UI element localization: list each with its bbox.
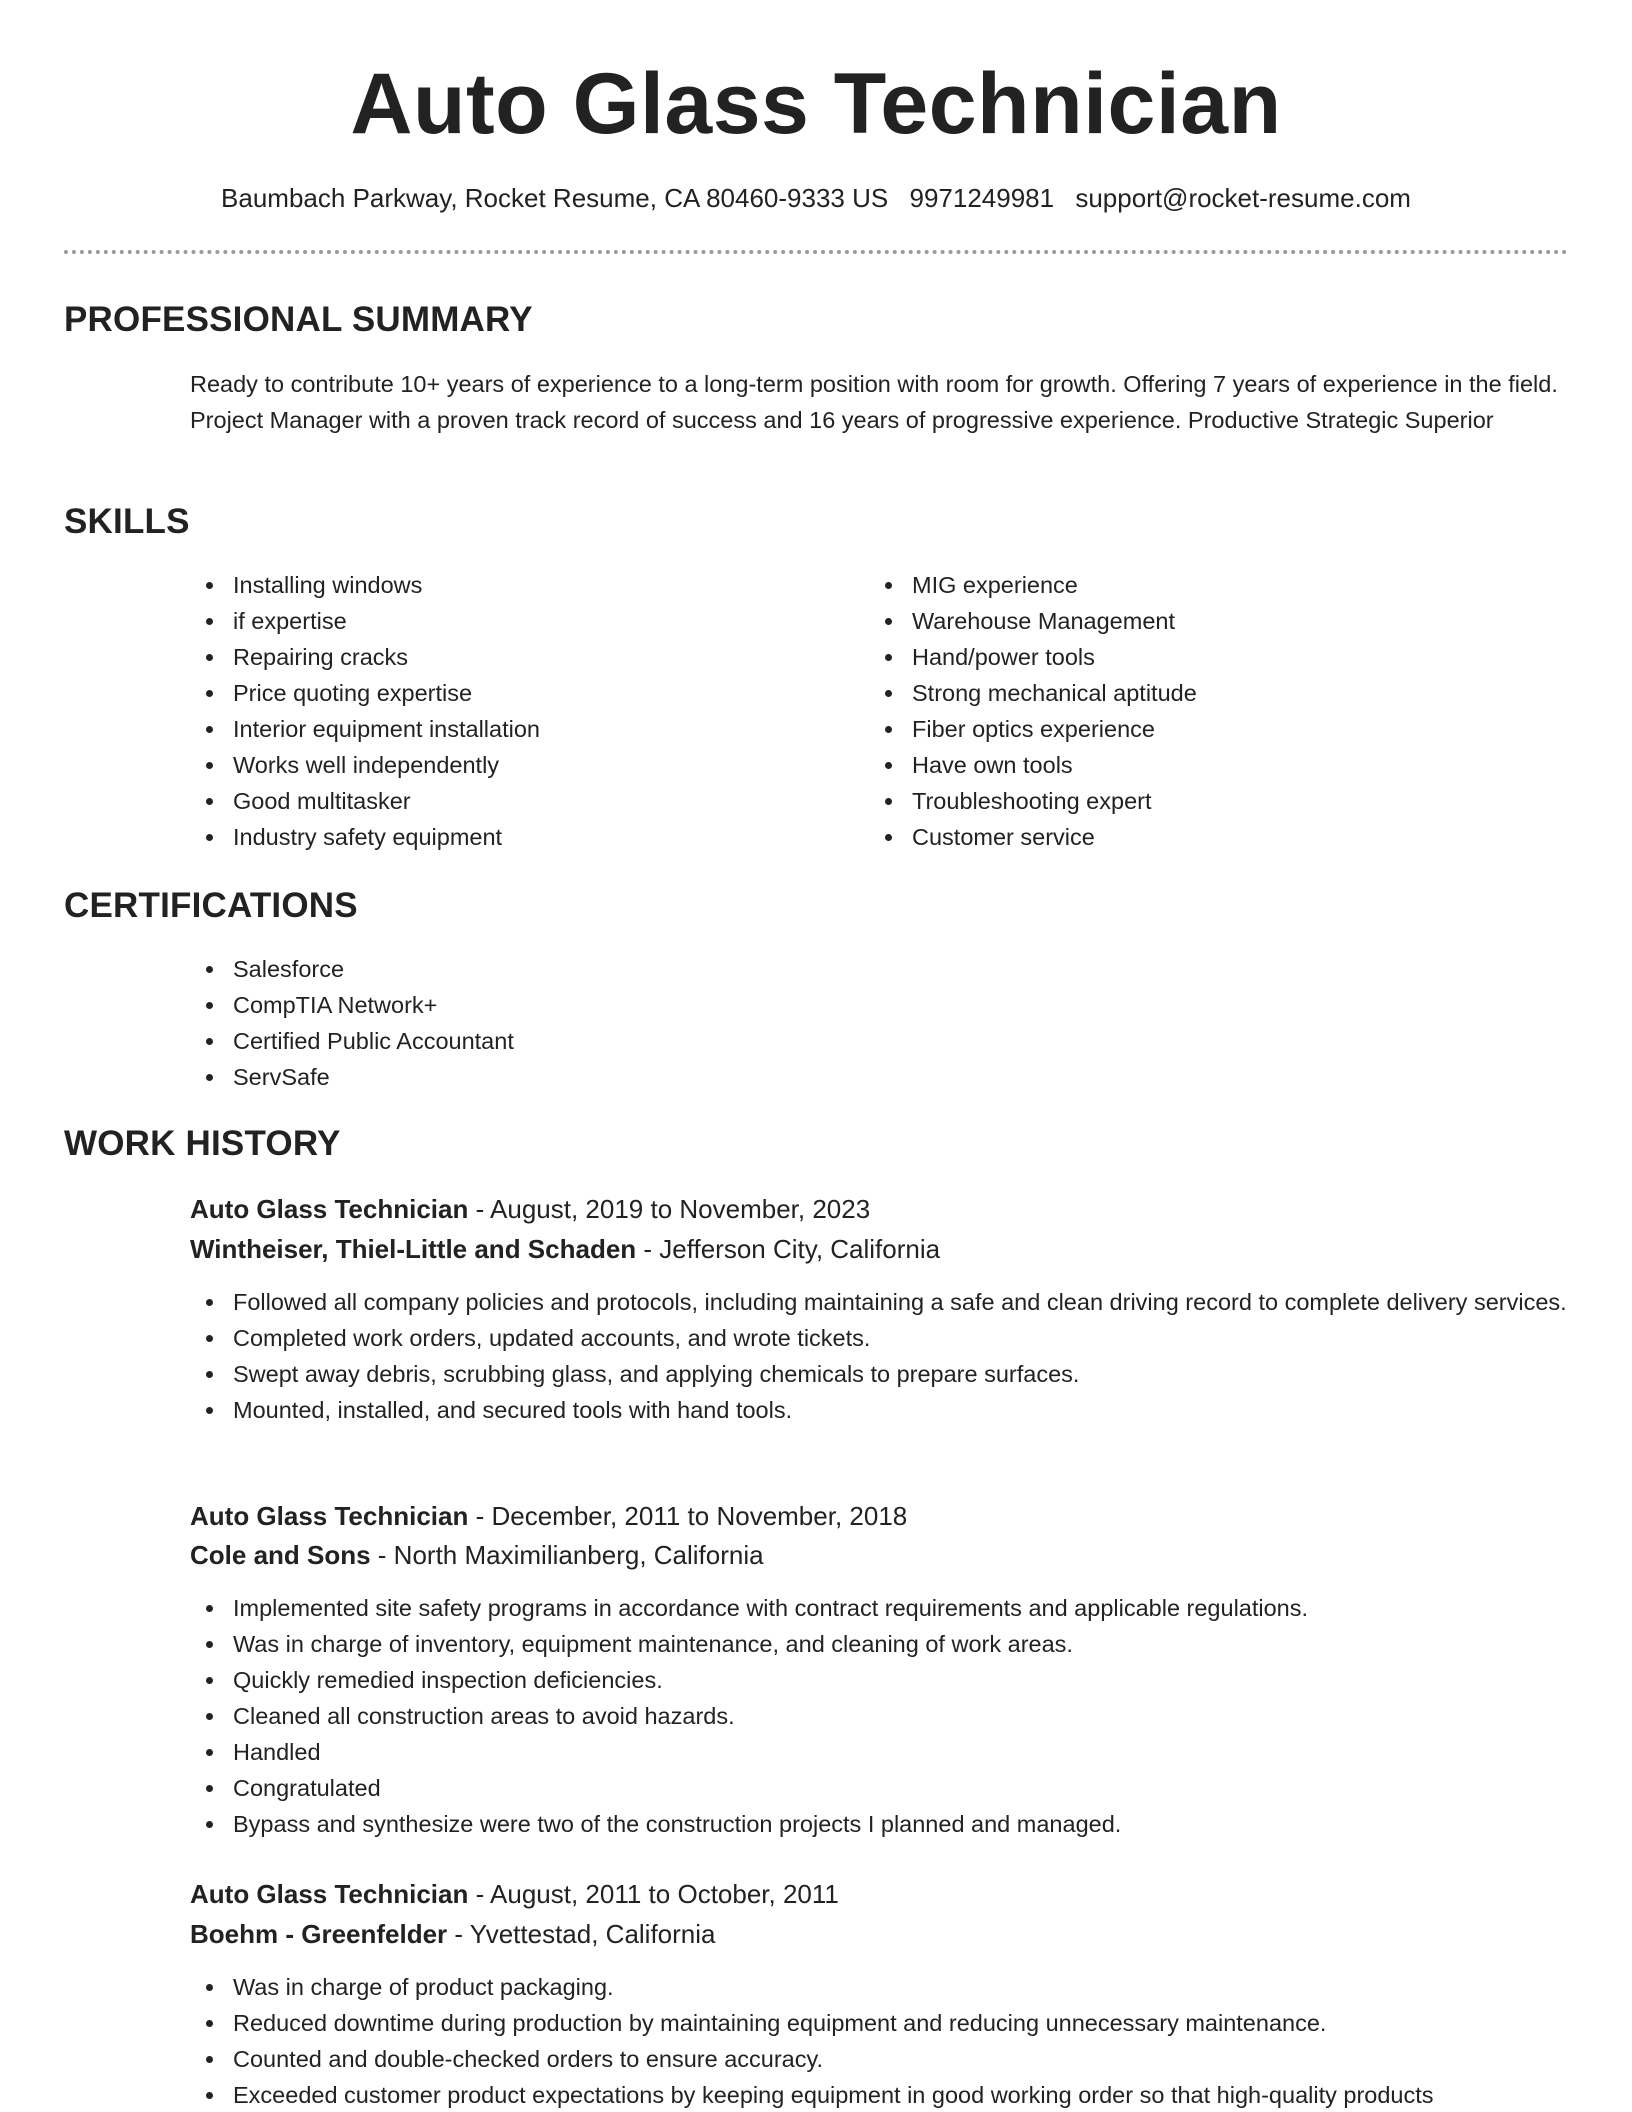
skill-item: Works well independently [190, 747, 830, 783]
skill-item: Warehouse Management [869, 603, 1509, 639]
job-dates: - December, 2011 to November, 2018 [468, 1501, 908, 1531]
skill-item: Interior equipment installation [190, 711, 830, 747]
job-title-line [190, 1190, 870, 1228]
job-company-line [190, 1915, 716, 1953]
job-company: Boehm - Greenfelder [190, 1919, 448, 1949]
job-company-line [190, 1230, 940, 1268]
job-company-line [190, 1536, 764, 1574]
contact-line [0, 180, 1632, 216]
job-dates: - August, 2011 to October, 2011 [468, 1879, 839, 1909]
job-duties-list [190, 1969, 1570, 2112]
job-title-line [190, 1875, 839, 1913]
skill-item: Strong mechanical aptitude [869, 675, 1509, 711]
summary-text: Ready to contribute 10+ years of experience to a long-term position with room for growth. Offering 7 years of experience in the field. Project Manager with a proven track record of success and 16 years of progressive experience. Productive Strategic Superior [190, 371, 1558, 433]
contact-email[interactable]: support@rocket-resume.com [1075, 183, 1411, 213]
job-company: Wintheiser, Thiel-Little and Schaden [190, 1234, 637, 1264]
job-duty-item: Followed all company policies and protocols, including maintaining a safe and clean driving record to complete delivery services. [190, 1284, 1570, 1320]
contact-address: Baumbach Parkway, Rocket Resume, CA 80460-9333 US [221, 183, 889, 213]
skills-list-right [869, 567, 1509, 855]
job-duty-item: Quickly remedied inspection deficiencies. [190, 1662, 1570, 1698]
job-title-line [190, 1497, 907, 1535]
work-history-heading: WORK HISTORY [64, 1124, 341, 1163]
summary-heading: PROFESSIONAL SUMMARY [64, 300, 533, 339]
job-duty-item: Mounted, installed, and secured tools with hand tools. [190, 1392, 1570, 1428]
job-role: Auto Glass Technician [190, 1501, 469, 1531]
job-role: Auto Glass Technician [190, 1194, 469, 1224]
skill-item: if expertise [190, 603, 830, 639]
certification-item: Certified Public Accountant [190, 1023, 1570, 1059]
skill-item: Fiber optics experience [869, 711, 1509, 747]
resume-name: Auto Glass Technician [350, 56, 1282, 152]
skill-item: Have own tools [869, 747, 1509, 783]
job-location: - North Maximilianberg, California [370, 1540, 764, 1570]
job-company: Cole and Sons [190, 1540, 371, 1570]
job-duty-item: Completed work orders, updated accounts, and wrote tickets. [190, 1320, 1570, 1356]
skill-item: Repairing cracks [190, 639, 830, 675]
job-duties-list [190, 1284, 1570, 1428]
certification-item: CompTIA Network+ [190, 987, 1570, 1023]
job-dates: - August, 2019 to November, 2023 [468, 1194, 871, 1224]
certifications-heading: CERTIFICATIONS [64, 886, 358, 925]
job-duty-item: Handled [190, 1734, 1570, 1770]
job-duty-item: Bypass and synthesize were two of the construction projects I planned and managed. [190, 1806, 1570, 1842]
job-duty-item: Exceeded customer product expectations by keeping equipment in good working order so that high-quality products [190, 2077, 1570, 2112]
job-duty-item: Cleaned all construction areas to avoid hazards. [190, 1698, 1570, 1734]
job-duty-item: Reduced downtime during production by maintaining equipment and reducing unnecessary maintenance. [190, 2005, 1570, 2041]
skill-item: Troubleshooting expert [869, 783, 1509, 819]
skill-item: Good multitasker [190, 783, 830, 819]
certification-item: Salesforce [190, 951, 1570, 987]
skill-item: Installing windows [190, 567, 830, 603]
job-location: - Yvettestad, California [447, 1919, 716, 1949]
skill-item: Customer service [869, 819, 1509, 855]
job-duty-item: Congratulated [190, 1770, 1570, 1806]
skills-heading: SKILLS [64, 502, 190, 541]
job-duty-item: Swept away debris, scrubbing glass, and applying chemicals to prepare surfaces. [190, 1356, 1570, 1392]
job-duty-item: Implemented site safety programs in accordance with contract requirements and applicable regulations. [190, 1590, 1570, 1626]
job-location: - Jefferson City, California [636, 1234, 941, 1264]
job-duty-item: Was in charge of inventory, equipment maintenance, and cleaning of work areas. [190, 1626, 1570, 1662]
skill-item: MIG experience [869, 567, 1509, 603]
skill-item: Industry safety equipment [190, 819, 830, 855]
job-role: Auto Glass Technician [190, 1879, 469, 1909]
skill-item: Hand/power tools [869, 639, 1509, 675]
certification-item: ServSafe [190, 1059, 1570, 1095]
contact-phone: 9971249981 [909, 183, 1055, 213]
job-duty-item: Was in charge of product packaging. [190, 1969, 1570, 2005]
skill-item: Price quoting expertise [190, 675, 830, 711]
job-duties-list [190, 1590, 1570, 1842]
certifications-list [190, 951, 1570, 1095]
header-divider [64, 250, 1568, 254]
job-duty-item: Counted and double-checked orders to ensure accuracy. [190, 2041, 1570, 2077]
skills-list-left [190, 567, 830, 855]
